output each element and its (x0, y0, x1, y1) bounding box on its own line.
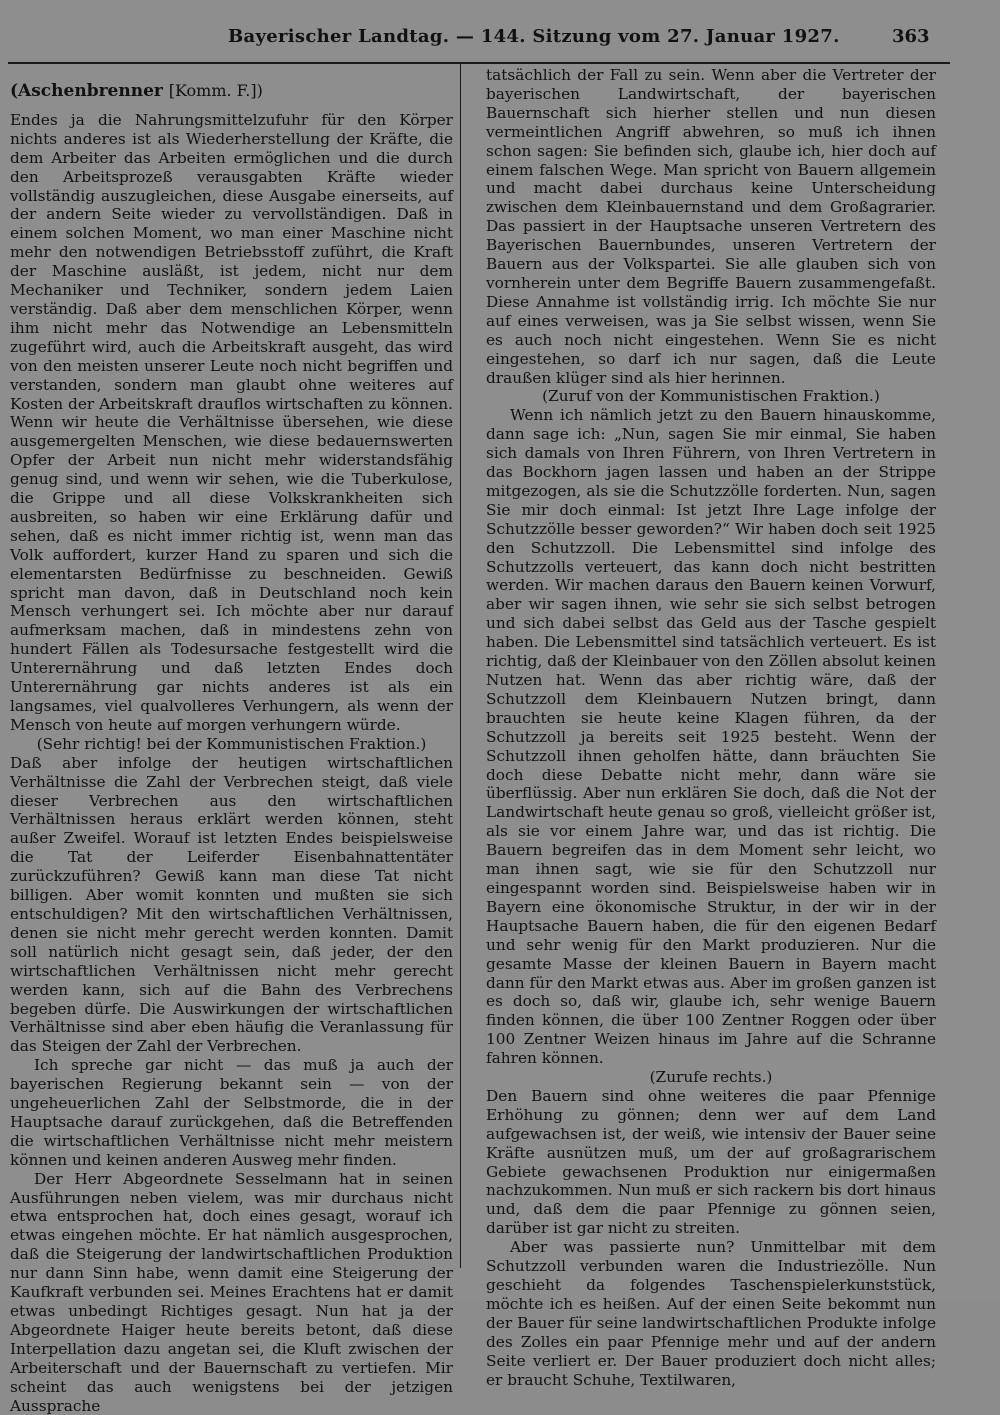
speaker-heading (10, 82, 453, 101)
paragraph: Den Bauern sind ohne weiteres die paar Pfennige Erhöhung zu gönnen; denn wer auf dem Land aufgewachsen ist, der weiß, wie intensiv der Bauer seine Kräfte ausnützen muß, um der auf großagrarischem Gebiete gewachsenen Produktion nur einigermaßen nachzukommen. Nun muß er sich rackern bis dort hinaus und, daß dem die paar Pfennige zu gönnen seien, darüber ist gar nicht zu streiten. (486, 1086, 936, 1238)
paragraph: Der Herr Abgeordnete Sesselmann hat in seinen Ausführungen neben vielem, was mir durchaus nicht etwa entsprochen hat, doch eines gesagt, worauf ich etwas eingehen möchte. Er hat nämlich ausgesprochen, daß die Steigerung der landwirtschaftlichen Produktion nur dann Sinn habe, wenn damit eine Steigerung der Kaufkraft verbunden sei. Meines Erachtens hat er damit etwas unbedingt Richtiges gesagt. Nun hat ja der Abgeordnete Haiger heute bereits betont, daß diese Interpellation dazu angetan sei, die Kluft zwischen der Arbeiterschaft und der Bauernschaft zu vertiefen. Mir scheint das auch wenigstens bei der jetzigen Aussprache (10, 1169, 453, 1415)
speaker-name: (Aschenbrenner (10, 81, 163, 101)
interjection: (Zurufe rechts.) (649, 1068, 773, 1087)
paragraph: Wenn ich nämlich jetzt zu den Bauern hinauskomme, dann sage ich: „Nun, sagen Sie mir einmal, Sie haben sich damals von Ihren Führern, von Ihren Vertretern in das Bockhorn jagen lassen und haben an der Strippe mitgezogen, als sie die Schutzzölle forderten. Nun, sagen Sie mir doch einmal: Ist jetzt Ihre Lage infolge der Schutzzölle besser geworden?“ Wir haben doch seit 1925 den Schutzzoll. Die Lebensmittel sind infolge des Schutzzolls verteuert, das kann doch nicht bestritten werden. Wir machen daraus den Bauern keinen Vorwurf, aber wir sagen ihnen, wie sehr sie sich selbst betrogen und sich dabei selbst das Geld aus der Tasche gespielt haben. Die Lebensmittel sind tatsächlich verteuert. Es ist richtig, daß der Kleinbauer von den Zöllen absolut keinen Nutzen hat. Wenn das aber richtig wäre, daß der Schutzzoll dem Kleinbauern Nutzen bringt, dann brauchten sie heute keine Klagen führen, da der Schutzzoll ja bereits seit 1925 besteht. Wenn der Schutzzoll ihnen geholfen hätte, dann bräuchten Sie doch diese Debatte nicht mehr, dann wäre sie überflüssig. Aber nun erklären Sie doch, daß die Not der Landwirtschaft heute genau so groß, vielleicht größer ist, als sie vor einem Jahre war, und das ist richtig. Die Bauern begreifen das in dem Moment sehr leicht, wo man ihnen sagt, wie sie für den Schutzzoll nur eingespannt worden sind. Beispielsweise haben wir in Bayern eine ökonomische Struktur, in der wir in der Hauptsache Bauern haben, die für den eigenen Bedarf und sehr wenig für den Markt produzieren. Nur die gesamte Masse der kleinen Bauern in Bayern macht dann für den Markt etwas aus. Aber im großen ganzen ist es doch so, daß wir, glaube ich, sehr wenige Bauern finden können, die über 100 Zentner Roggen oder über 100 Zentner Weizen hinaus im Jahre auf die Schranne fahren können. (486, 406, 936, 1068)
column-divider (460, 64, 461, 1268)
right-column (486, 66, 936, 1389)
paragraph: Ich spreche gar nicht — das muß ja auch der bayerischen Regierung bekannt sein — von der ungeheuerlichen Zahl der Selbstmorde, die in der Hauptsache darauf zurückgehen, daß die Betreffenden die wirtschaftlichen Verhältnisse nicht mehr meistern können und keinen anderen Ausweg mehr finden. (10, 1056, 453, 1169)
interjection: (Sehr richtig! bei der Kommunistischen Fraktion.) (36, 734, 427, 753)
paragraph: Daß aber infolge der heutigen wirtschaftlichen Verhältnisse die Zahl der Verbrechen steigt, daß viele dieser Verbrechen aus den wirtschaftlichen Verhältnissen heraus erklärt werden können, steht außer Zweifel. Worauf ist letzten Endes beispielsweise die Tat der Leiferder Eisenbahnattentäter zurückzuführen? Gewiß kann man diese Tat nicht billigen. Aber womit konnten und mußten sie sich entschuldigen? Mit den wirtschaftlichen Verhältnissen, denen sie nicht mehr gerecht werden konnten. Damit soll natürlich nicht gesagt sein, daß jeder, der den wirtschaftlichen Verhältnissen nicht mehr gerecht werden kann, sich auf die Bahn des Verbrechens begeben dürfe. Die Auswirkungen der wirtschaftlichen Verhältnisse sind aber eben häufig die Veranlassung für das Steigen der Zahl der Verbrechen. (10, 753, 453, 1056)
speaker-party: [Komm. F.]) (168, 81, 263, 100)
paragraph: Aber was passierte nun? Unmittelbar mit dem Schutzzoll verbunden waren die Industriezölle. Nun geschieht da folgendes Taschenspielerkunststück, möchte ich es heißen. Auf der einen Seite bekommt nun der Bauer für seine landwirtschaftlichen Produkte infolge des Zolles ein paar Pfennige mehr und auf der andern Seite verliert er. Der Bauer produziert doch nicht alles; er braucht Schuhe, Textilwaren, (486, 1238, 936, 1389)
header-rule (8, 62, 950, 64)
paragraph: Endes ja die Nahrungsmittelzufuhr für den Körper nichts anderes ist als Wiederherstellung der Kräfte, die dem Arbeiter das Arbeiten ermöglichen und die durch den Arbeitsprozeß verausgabten Kräfte wieder vollständig auszugleichen, diese Ausgabe einerseits, auf der andern Seite wieder zu vervollständigen. Daß in einem solchen Moment, wo man einer Maschine nicht mehr den notwendigen Betriebsstoff zuführt, die Kraft der Maschine ausläßt, ist jedem, nicht nur dem Mechaniker und Techniker, sondern jedem Laien verständig. Daß aber dem menschlichen Körper, wenn ihm nicht mehr das Notwendige an Lebensmitteln zugeführt wird, auch die Arbeitskraft ausgeht, das wird von den meisten unserer Leute noch nicht begriffen und verstanden, sondern man glaubt ohne weiteres auf Kosten der Arbeitskraft drauflos wirtschaften zu können. Wenn wir heute die Verhältnisse übersehen, wie diese ausgemergelten Menschen, wie diese bedauernswerten Opfer der Arbeit nun nicht mehr widerstandsfähig genug sind, und wenn wir sehen, wie die Tuberkulose, die Grippe und all diese Volkskrankheiten sich ausbreiten, so haben wir eine Erklärung dafür und sehen, daß es nicht immer richtig ist, wenn man das Volk auffordert, kurzer Hand zu sparen und sich die elementarsten Bedürfnisse zu beschneiden. Gewiß spricht man davon, daß in Deutschland noch kein Mensch verhungert sei. Ich möchte aber nur darauf aufmerksam machen, daß in mindestens zehn von hundert Fällen als Todesursache festgestellt wird die Unterernährung und daß letzten Endes doch Unterernährung gar nichts anderes ist als ein langsames, viel qualvolleres Verhungern, als wenn der Mensch von heute auf morgen verhungern würde. (10, 110, 453, 734)
paragraph: tatsächlich der Fall zu sein. Wenn aber die Vertreter der bayerischen Landwirtschaft, der bayerischen Bauernschaft sich hierher stellen und nun diesen vermeintlichen Angriff abwehren, so muß ich ihnen schon sagen: Sie befinden sich, glaube ich, hier doch auf einem falschen Wege. Man spricht von Bauern allgemein und macht dabei durchaus keine Unterscheidung zwischen dem Kleinbauernstand und dem Großagrarier. Das passiert in der Hauptsache unseren Vertretern des Bayerischen Bauernbundes, unseren Vertretern der Bauern aus der Volkspartei. Sie alle glauben sich von vornherein unter dem Begriffe Bauern zusammengefaßt. Diese Annahme ist vollständig irrig. Ich möchte Sie nur auf eines verweisen, was ja Sie selbst wissen, wenn Sie es auch noch nicht eingestehen. Wenn Sie es nicht eingestehen, so darf ich nur sagen, daß die Leute draußen klüger sind als hier herinnen. (486, 66, 936, 387)
left-column (10, 74, 453, 1415)
running-head (0, 22, 1000, 52)
page-number: 363 (892, 26, 930, 47)
interjection: (Zuruf von der Kommunistischen Fraktion.) (542, 387, 880, 406)
running-head-title: Bayerischer Landtag. — 144. Sitzung vom 27. Januar 1927. (228, 26, 840, 47)
